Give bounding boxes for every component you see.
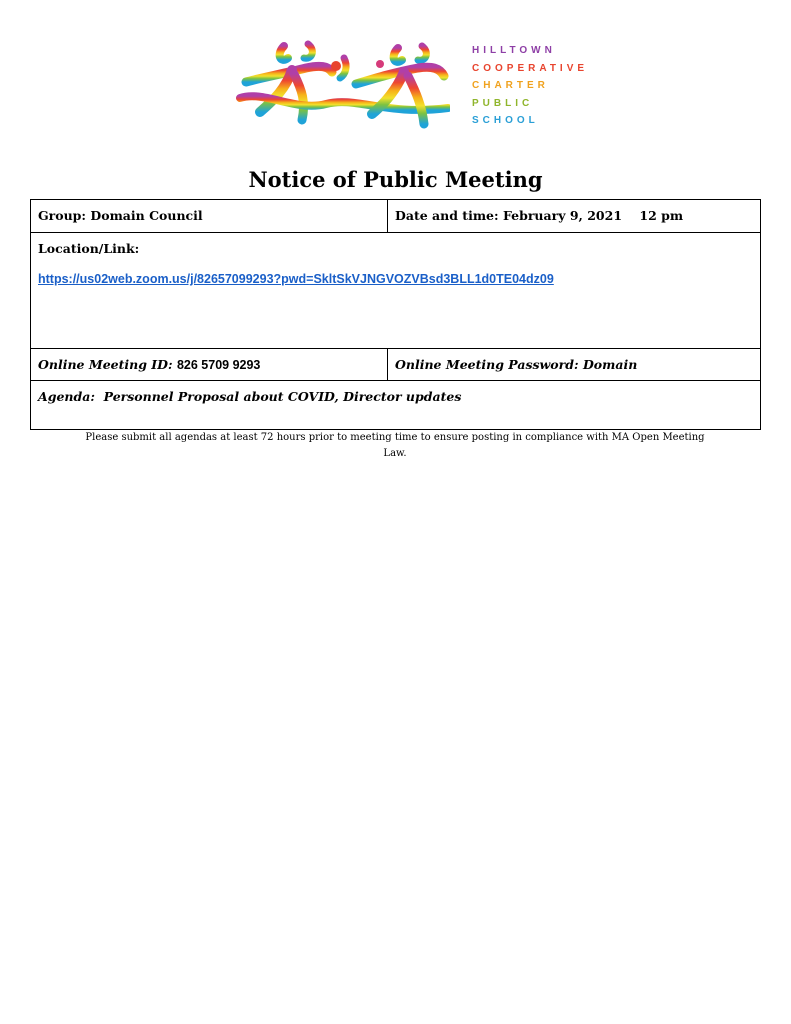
password-text: Online Meeting Password: Domain (395, 357, 638, 372)
password-cell (388, 349, 761, 381)
table-row (31, 200, 761, 233)
agenda-cell (31, 381, 761, 430)
group-cell (31, 200, 388, 233)
zoom-meeting-link[interactable]: https://us02web.zoom.us/j/82657099293?pwd=SkltSkVJNGVOZVBsd3BLL1d0TE04dz09 (38, 272, 554, 286)
logo-line-1: HILLTOWN (472, 45, 556, 56)
logo-line-2: COOPERATIVE (472, 62, 589, 74)
logo-line-5: SCHOOL (472, 115, 539, 126)
agenda-text: Agenda: Personnel Proposal about COVID, Director updates (38, 389, 462, 404)
meeting-details-table (30, 199, 761, 430)
submission-note: Please submit all agendas at least 72 hours prior to meeting time to ensure posting in compliance with MA Open Meeting Law. (85, 432, 705, 459)
logo-line-4: PUBLIC (472, 97, 534, 109)
group-text: Group: Domain Council (38, 208, 203, 223)
page-title: Notice of Public Meeting (248, 167, 543, 192)
location-cell (31, 233, 761, 349)
date-time-cell (388, 200, 761, 233)
table-row (31, 233, 761, 349)
location-label: Location/Link: (38, 241, 140, 256)
school-name-wordmark (472, 42, 589, 130)
school-logo (236, 38, 589, 130)
meeting-id-cell (31, 349, 388, 381)
meeting-id-label: Online Meeting ID: (38, 357, 177, 372)
date-time-text: Date and time: February 9, 2021 12 pm (395, 208, 684, 223)
table-row (31, 349, 761, 381)
table-row (31, 381, 761, 430)
meeting-id-value: 826 5709 9293 (176, 358, 261, 372)
dancing-figures-icon (236, 38, 450, 130)
logo-line-3: CHARTER (472, 80, 549, 91)
